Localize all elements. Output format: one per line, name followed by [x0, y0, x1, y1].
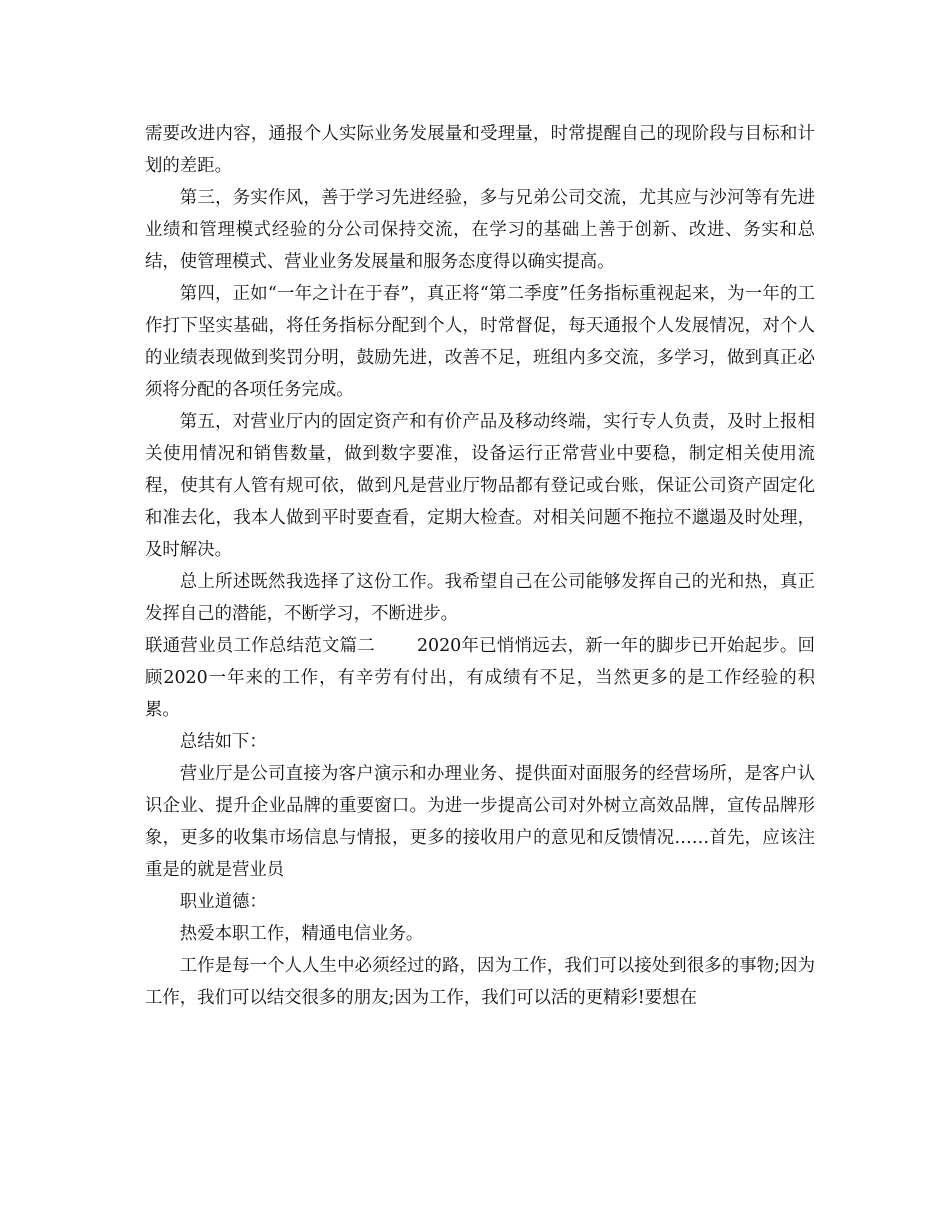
- paragraph-continued: 需要改进内容，通报个人实际业务发展量和受理量，时常提醒自己的现阶段与目标和计划的差距。: [145, 124, 815, 176]
- paragraph-summary: 总上所述既然我选择了这份工作。我希望自己在公司能够发挥自己的光和热，真正发挥自己的潜能，不断学习，不断进步。: [145, 572, 815, 624]
- paragraph-summary-intro: 总结如下：: [179, 732, 267, 752]
- paragraph-third: 第三，务实作风，善于学习先进经验，多与兄弟公司交流，尤其应与沙河等有先进业绩和管理模式经验的分公司保持交流，在学习的基础上善于创新、改进、务实和总结，使管理模式、营业业务发展量和服务态度得以确实提高。: [145, 188, 815, 272]
- paragraph-fourth: 第四，正如“一年之计在于春”，真正将“第二季度”任务指标重视起来，为一年的工作打下坚实基础，将任务指标分配到个人，时常督促，每天通报个人发展情况，对个人的业绩表现做到奖罚分明，鼓励先进，改善不足，班组内多交流，多学习，做到真正必须将分配的各项任务完成。: [145, 284, 815, 400]
- paragraph-ethics-heading: 职业道德：: [179, 892, 267, 912]
- paragraph-fifth: 第五，对营业厅内的固定资产和有价产品及移动终端，实行专人负责，及时上报相关使用情况和销售数量，做到数字要准，设备运行正常营业中要稳，制定相关使用流程，使其有人管有规可依，做到凡是营业厅物品都有登记或台账，保证公司资产固定化和准去化，我本人做到平时要查看，定期大检查。对相关问题不拖拉不邋遢及时处理，及时解决。: [145, 412, 815, 560]
- paragraph-love-work: 热爱本职工作，精通电信业务。: [179, 924, 424, 944]
- section-intro: 2020年已悄悄远去，新一年的脚步已开始起步。回顾2020一年来的工作，有辛劳有付出，有成绩有不足，当然更多的是工作经验的积累。: [145, 636, 815, 720]
- paragraph-work-life: 工作是每一个人人生中必须经过的路，因为工作，我们可以接处到很多的事物;因为工作，我们可以结交很多的朋友;因为工作，我们可以活的更精彩!要想在: [145, 956, 815, 1008]
- paragraph-business-hall: 营业厅是公司直接为客户演示和办理业务、提供面对面服务的经营场所，是客户认识企业、提升企业品牌的重要窗口。为进一步提高公司对外树立高效品牌，宣传品牌形象，更多的收集市场信息与情报，更多的接收用户的意见和反馈情况……首先，应该注重是的就是营业员: [145, 764, 815, 880]
- document-body: [145, 118, 815, 1014]
- section-heading: 联通营业员工作总结范文篇二: [145, 636, 375, 656]
- section-two-paragraph: [145, 630, 815, 726]
